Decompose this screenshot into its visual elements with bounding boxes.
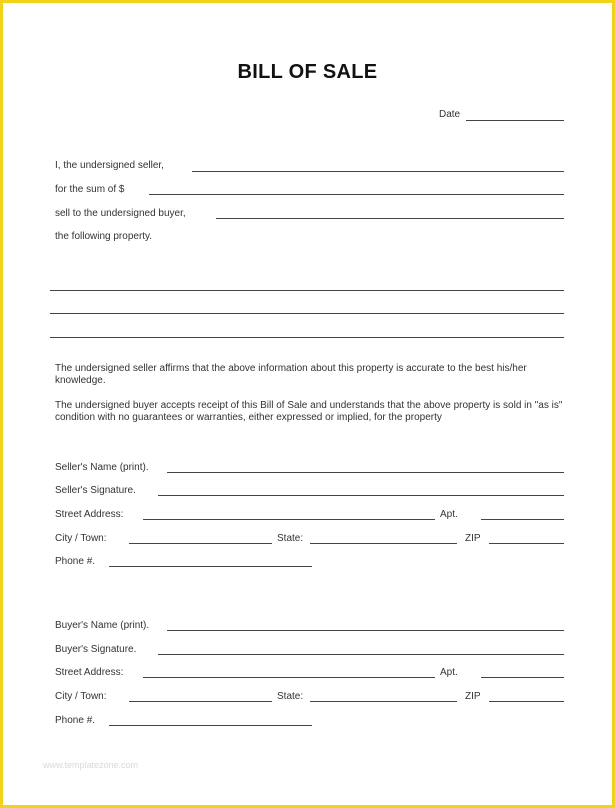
buyer-signature-label: Buyer's Signature. [55,644,137,655]
seller-zip-label: ZIP [465,533,481,544]
document-title: BILL OF SALE [237,61,378,83]
buyer-signature-field[interactable] [158,654,564,655]
seller-phone-field[interactable] [109,566,312,567]
affirm-paragraph: The undersigned seller affirms that the above information about this property is accurate to the best his/her knowledge. [55,363,527,386]
buyer-intro-field[interactable] [216,218,564,219]
seller-name-field[interactable] [167,472,564,473]
seller-name-label: Seller's Name (print). [55,462,149,473]
seller-state-field[interactable] [310,543,457,544]
seller-street-field[interactable] [143,519,435,520]
seller-signature-field[interactable] [158,495,564,496]
buyer-apt-field[interactable] [481,677,564,678]
seller-phone-label: Phone #. [55,556,96,567]
property-line-1[interactable] [50,290,564,291]
buyer-phone-field[interactable] [109,725,312,726]
seller-apt-field[interactable] [481,519,564,520]
seller-zip-field[interactable] [489,543,564,544]
seller-street-label: Street Address: [55,509,124,520]
buyer-city-label: City / Town: [55,691,107,702]
buyer-zip-label: ZIP [465,691,481,702]
accept-paragraph: The undersigned buyer accepts receipt of this Bill of Sale and understands that the above property is sold in "as is" condition with no guarantees or warranties, either expressed or implied, for the property [55,400,563,423]
property-label: the following property. [55,231,153,242]
property-line-2[interactable] [50,313,564,314]
seller-intro-label: I, the undersigned seller, [55,160,164,171]
date-label: Date [439,109,461,120]
seller-city-field[interactable] [129,543,272,544]
buyer-name-field[interactable] [167,630,564,631]
seller-state-label: State: [277,533,304,544]
property-line-3[interactable] [50,337,564,338]
buyer-state-label: State: [277,691,304,702]
buyer-phone-label: Phone #. [55,715,96,726]
date-field[interactable] [466,120,564,121]
seller-signature-label: Seller's Signature. [55,485,136,496]
buyer-street-field[interactable] [143,677,435,678]
buyer-street-label: Street Address: [55,667,124,678]
watermark-text: www.templatezone.com [43,760,139,770]
seller-city-label: City / Town: [55,533,107,544]
buyer-name-label: Buyer's Name (print). [55,620,150,631]
buyer-city-field[interactable] [129,701,272,702]
sell-to-label: sell to the undersigned buyer, [55,208,186,219]
seller-intro-field[interactable] [192,171,564,172]
seller-apt-label: Apt. [440,509,458,520]
buyer-zip-field[interactable] [489,701,564,702]
sum-field[interactable] [149,194,564,195]
buyer-state-field[interactable] [310,701,457,702]
sum-label: for the sum of $ [55,184,125,195]
buyer-apt-label: Apt. [440,667,458,678]
